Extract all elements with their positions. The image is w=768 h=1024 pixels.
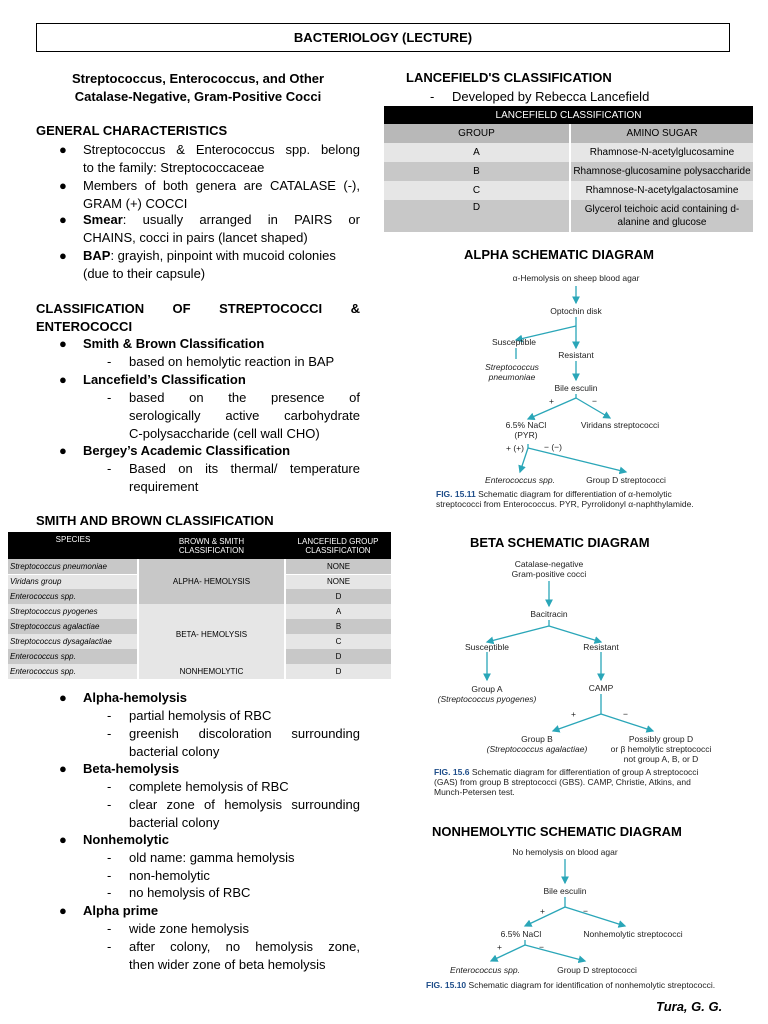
alpha-figure-caption bbox=[436, 489, 708, 509]
figure-number: FIG. 15.6 bbox=[434, 767, 470, 777]
edge-plus: + bbox=[540, 906, 545, 916]
lancefield-table bbox=[384, 106, 753, 232]
node-possibly-d: Possibly group D bbox=[628, 734, 694, 744]
caption-text: Schematic diagram for identification of nonhemolytic streptococci. bbox=[468, 980, 716, 990]
text-line: based on the presence of bbox=[129, 390, 360, 405]
sub-bergey: - Based on its thermal/ temperature requirement bbox=[107, 461, 360, 494]
node-nacl: 6.5% NaCl bbox=[505, 420, 547, 430]
node-strep-pneumo: Streptococcus bbox=[485, 362, 539, 372]
general-characteristics-heading: GENERAL CHARACTERISTICS bbox=[36, 123, 228, 138]
heading-line: CLASSIFICATION OF STREPTOCOCCI & bbox=[36, 301, 360, 316]
sub-beta-1: - complete hemolysis of RBC bbox=[107, 779, 289, 794]
nonhemolytic-figure-caption bbox=[426, 980, 716, 990]
title-line: Streptococcus, Enterococcus, and Other bbox=[71, 71, 325, 86]
group-cell: C bbox=[285, 634, 391, 649]
group-cell: D bbox=[285, 649, 391, 664]
group-cell: C bbox=[472, 185, 481, 196]
author-footer: Tura, G. G. bbox=[656, 999, 723, 1014]
edge-minus: − bbox=[623, 709, 628, 719]
node-susceptible: Susceptible bbox=[465, 642, 509, 652]
edge-minus-minus: − (−) bbox=[544, 442, 562, 452]
species-cell: Streptococcus pneumoniae bbox=[8, 559, 138, 574]
sugar-cell: Rhamnose-N-acetylglucosamine bbox=[570, 143, 753, 162]
bullet-alpha-hemolysis: ● Alpha-hemolysis bbox=[59, 690, 188, 705]
node-pyr: (PYR) bbox=[514, 430, 538, 440]
figure-number: FIG. 15.11 bbox=[436, 489, 476, 499]
lancefield-developer: - Developed by Rebecca Lancefield bbox=[430, 89, 650, 104]
beta-diagram-heading: BETA SCHEMATIC DIAGRAM bbox=[470, 535, 650, 550]
group-cell: D bbox=[285, 589, 391, 604]
lancefield-heading: LANCEFIELD'S CLASSIFICATION bbox=[406, 70, 612, 85]
sub-alpha-2: - greenish discoloration surrounding bacterial colony bbox=[107, 726, 360, 759]
text-line: no hemolysis of RBC bbox=[129, 885, 251, 900]
edge-plus: + bbox=[549, 396, 554, 406]
text-line: wide zone hemolysis bbox=[129, 921, 249, 936]
node-group-a: Group A bbox=[471, 684, 503, 694]
node-enterococcus: Enterococcus spp. bbox=[485, 475, 555, 485]
bullet-smear: ● Smear: usually arranged in PAIRS or CHAINS, cocci in pairs (lancet shaped) bbox=[59, 212, 360, 245]
alpha-diagram-heading: ALPHA SCHEMATIC DIAGRAM bbox=[464, 247, 654, 262]
alpha-schematic-diagram bbox=[420, 266, 720, 488]
text-line: bacterial colony bbox=[129, 744, 220, 759]
text-line: old name: gamma hemolysis bbox=[129, 850, 295, 865]
species-cell: Streptococcus agalactiae bbox=[8, 619, 138, 634]
text-line: Bergey’s Academic Classification bbox=[83, 443, 291, 458]
beta-schematic-diagram bbox=[425, 556, 715, 764]
col-group: GROUP bbox=[458, 128, 495, 139]
bullet-alpha-prime: ● Alpha prime bbox=[59, 903, 159, 918]
document-title bbox=[36, 70, 360, 106]
text-line: (due to their capsule) bbox=[83, 266, 206, 281]
edge-plus-plus: + (+) bbox=[506, 443, 524, 453]
classification-heading bbox=[36, 300, 360, 336]
group-cell: NONE bbox=[285, 574, 391, 589]
group-cell: D bbox=[472, 202, 481, 213]
text-line: requirement bbox=[129, 479, 199, 494]
bap-label: BAP bbox=[83, 248, 111, 263]
sugar-cell: Rhamnose-glucosamine polysaccharide bbox=[570, 162, 753, 181]
sub-alpha-1: - partial hemolysis of RBC bbox=[107, 708, 272, 723]
edge-minus: − bbox=[539, 942, 544, 952]
title-line: Catalase-Negative, Gram-Positive Cocci bbox=[74, 89, 322, 104]
species-cell: Viridans group bbox=[8, 574, 138, 589]
edge-minus: − bbox=[592, 396, 597, 406]
col-amino-sugar: AMINO SUGAR bbox=[570, 124, 753, 143]
group-cell: A bbox=[285, 604, 391, 619]
node-catalase: Catalase-negative bbox=[514, 559, 584, 569]
node-alpha-top: α-Hemolysis on sheep blood agar bbox=[512, 273, 640, 283]
node-optochin: Optochin disk bbox=[550, 306, 602, 316]
sugar-cell: Rhamnose-N-acetylgalactosamine bbox=[570, 181, 753, 200]
group-cell: B bbox=[473, 166, 480, 177]
bullet-bergey: ● Bergey’s Academic Classification bbox=[59, 443, 291, 458]
node-no-hemolysis: No hemolysis on blood agar bbox=[512, 847, 618, 857]
group-cell: A bbox=[473, 147, 480, 158]
node-possibly-d: not group A, B, or D bbox=[623, 754, 699, 764]
text-line: complete hemolysis of RBC bbox=[129, 779, 289, 794]
text-line: non-hemolytic bbox=[129, 868, 210, 883]
species-cell: Streptococcus pyogenes bbox=[8, 604, 138, 619]
text-line: then wider zone of beta hemolysis bbox=[129, 957, 326, 972]
bullet-beta-hemolysis: ● Beta-hemolysis bbox=[59, 761, 180, 776]
text-line: to the family: Streptococcaceae bbox=[83, 160, 265, 175]
sub-non-3: - no hemolysis of RBC bbox=[107, 885, 251, 900]
sub-non-1: - old name: gamma hemolysis bbox=[107, 850, 295, 865]
node-resistant: Resistant bbox=[583, 642, 619, 652]
node-nonhemolytic-strep: Nonhemolytic streptococci bbox=[583, 929, 683, 939]
node-bile-esculin: Bile esculin bbox=[554, 383, 598, 393]
edge-minus: − bbox=[583, 906, 588, 916]
text-line: Smith & Brown Classification bbox=[83, 336, 265, 351]
text-line: Beta-hemolysis bbox=[83, 761, 180, 776]
species-cell: Streptococcus dysagalactiae bbox=[8, 634, 138, 649]
beta-figure-caption bbox=[434, 767, 706, 797]
node-group-d: Group D streptococci bbox=[557, 965, 637, 975]
text-line: Alpha-hemolysis bbox=[83, 690, 188, 705]
sub-lancefield: - based on the presence of serologically active carbohydrate C-polysaccharide (cell wall CHO) bbox=[107, 390, 360, 441]
text-line: based on hemolytic reaction in BAP bbox=[129, 354, 335, 369]
text-line: Nonhemolytic bbox=[83, 832, 169, 847]
species-cell: Enterococcus spp. bbox=[8, 649, 138, 664]
node-group-b-species: (Streptococcus agalactiae) bbox=[486, 744, 588, 754]
nonhemolytic-schematic-diagram bbox=[425, 843, 715, 979]
edge-plus: + bbox=[497, 942, 502, 952]
text-line: after colony, no hemolysis zone, bbox=[129, 939, 360, 954]
species-cell: Enterococcus spp. bbox=[8, 589, 138, 604]
node-susceptible: Susceptible bbox=[492, 337, 536, 347]
bullet-bap: ● BAP: grayish, pinpoint with mucoid colonies (due to their capsule) bbox=[83, 247, 360, 283]
sub-prime-2: - after colony, no hemolysis zone, then wider zone of beta hemolysis bbox=[107, 939, 360, 972]
node-nacl: 6.5% NaCl bbox=[500, 929, 542, 939]
node-resistant: Resistant bbox=[558, 350, 594, 360]
node-group-d: Group D streptococci bbox=[586, 475, 666, 485]
smear-label: Smear bbox=[83, 212, 123, 227]
text-line: : usually arranged in PAIRS or bbox=[122, 212, 360, 227]
nonhemolytic-diagram-heading: NONHEMOLYTIC SCHEMATIC DIAGRAM bbox=[432, 824, 682, 839]
text-line: bacterial colony bbox=[129, 815, 220, 830]
node-enterococcus: Enterococcus spp. bbox=[450, 965, 520, 975]
col-lancefield: LANCEFIELD GROUP CLASSIFICATION bbox=[297, 536, 379, 555]
sub-prime-1: - wide zone hemolysis bbox=[107, 921, 249, 936]
bullet-nonhemolytic: ● Nonhemolytic bbox=[59, 832, 169, 847]
bullet-catalase: ● Members of both genera are CATALASE (-), GRAM (+) COCCI bbox=[59, 178, 360, 211]
text-line: serologically active carbohydrate bbox=[129, 408, 360, 423]
node-possibly-d: or β hemolytic streptococci bbox=[610, 744, 712, 754]
bullet-smith-brown: ● Smith & Brown Classification bbox=[59, 336, 265, 351]
group-cell: B bbox=[285, 619, 391, 634]
text-line: Lancefield’s Classification bbox=[83, 372, 246, 387]
text-line: greenish discoloration surrounding bbox=[129, 726, 360, 741]
text-line: CHAINS, cocci in pairs (lancet shaped) bbox=[83, 230, 308, 245]
bullet-lancefield: ● Lancefield’s Classification bbox=[59, 372, 246, 387]
sub-smith-brown: - based on hemolytic reaction in BAP bbox=[107, 354, 335, 369]
group-cell: D bbox=[285, 664, 391, 679]
species-cell: Enterococcus spp. bbox=[8, 664, 138, 679]
node-group-b: Group B bbox=[521, 734, 553, 744]
node-camp: CAMP bbox=[588, 683, 614, 693]
page-header: BACTERIOLOGY (LECTURE) bbox=[36, 23, 730, 52]
text-line: Based on its thermal/ temperature bbox=[129, 461, 360, 476]
col-brown-smith: BROWN & SMITH CLASSIFICATION bbox=[178, 536, 245, 555]
text-line: Developed by Rebecca Lancefield bbox=[452, 89, 650, 104]
edge-plus: + bbox=[571, 709, 576, 719]
alpha-class-cell: ALPHA- HEMOLYSIS bbox=[138, 559, 285, 604]
sub-non-2: - non-hemolytic bbox=[107, 868, 210, 883]
caption-text: Schematic diagram for differentiation of group A streptococci (GAS) from group B streptococci (GBS). CAMP, Christie, Atkins, and Munch-Petersen test. bbox=[434, 767, 699, 797]
figure-number: FIG. 15.10 bbox=[426, 980, 467, 990]
beta-class-cell: BETA- HEMOLYSIS bbox=[138, 604, 285, 664]
text-line: Members of both genera are CATALASE (-), bbox=[83, 178, 360, 193]
sugar-cell: Glycerol teichoic acid containing d-alanine and glucose bbox=[570, 200, 753, 232]
text-line: GRAM (+) COCCI bbox=[83, 196, 188, 211]
col-species: SPECIES bbox=[55, 535, 91, 544]
nonhemolytic-class-cell: NONHEMOLYTIC bbox=[138, 664, 285, 679]
sub-beta-2: - clear zone of hemolysis surrounding bacterial colony bbox=[107, 797, 360, 830]
node-bacitracin: Bacitracin bbox=[530, 609, 568, 619]
node-gram-pos: Gram-positive cocci bbox=[511, 569, 587, 579]
text-line: C-polysaccharide (cell wall CHO) bbox=[129, 426, 320, 441]
caption-text: Schematic diagram for differentiation of α-hemolytic streptococci from Enterococcus. PYR, Pyrrolidonyl α-naphthylamide. bbox=[436, 489, 694, 509]
bullet-family: ● Streptococcus & Enterococcus spp. belong to the family: Streptococcaceae bbox=[59, 142, 360, 175]
smith-brown-table bbox=[8, 532, 391, 679]
node-viridans: Viridans streptococci bbox=[580, 420, 660, 430]
smith-brown-heading: SMITH AND BROWN CLASSIFICATION bbox=[36, 513, 274, 528]
text-line: : grayish, pinpoint with mucoid colonies bbox=[110, 248, 336, 263]
text-line: Alpha prime bbox=[83, 903, 159, 918]
lancefield-table-title: LANCEFIELD CLASSIFICATION bbox=[495, 109, 642, 121]
node-group-a-species: (Streptococcus pyogenes) bbox=[437, 694, 537, 704]
node-bile-esculin: Bile esculin bbox=[543, 886, 587, 896]
heading-line: ENTEROCOCCI bbox=[36, 319, 133, 334]
text-line: partial hemolysis of RBC bbox=[129, 708, 272, 723]
node-strep-pneumo: pneumoniae bbox=[488, 372, 536, 382]
group-cell: NONE bbox=[285, 559, 391, 574]
text-line: clear zone of hemolysis surrounding bbox=[129, 797, 360, 812]
text-line: Streptococcus & Enterococcus spp. belong bbox=[83, 142, 360, 157]
